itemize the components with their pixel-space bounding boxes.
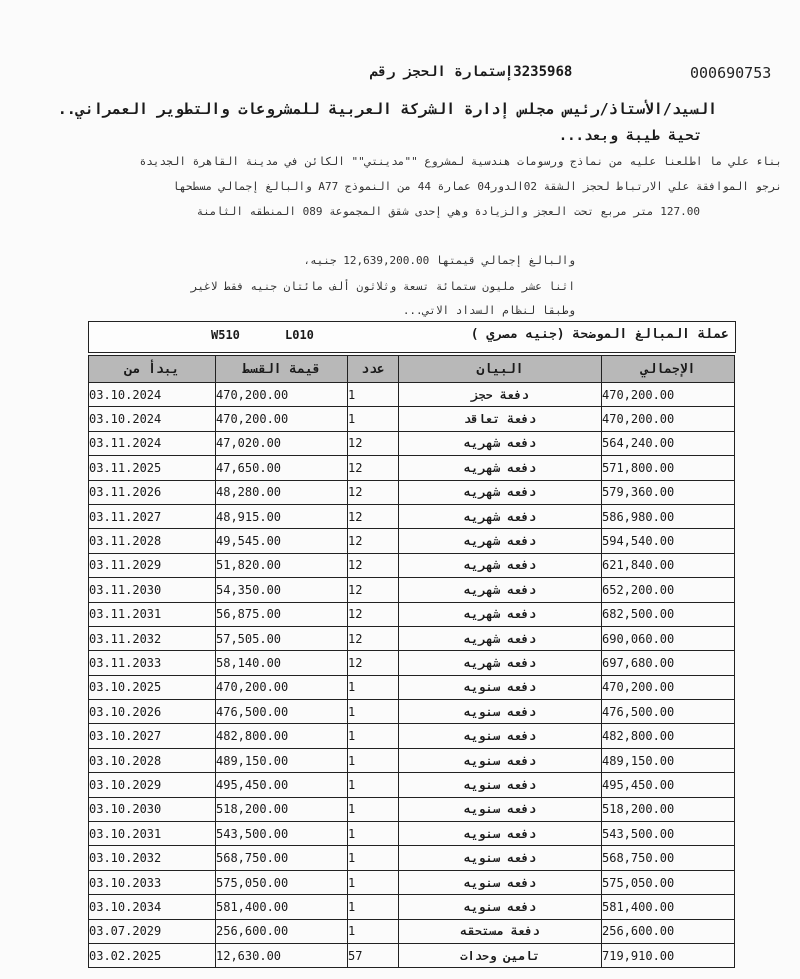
cell-installment: 495,450.00 — [216, 773, 348, 797]
cell-description: دفعه سنويه — [399, 748, 602, 772]
cell-total: 470,200.00 — [602, 675, 735, 699]
cell-installment: 256,600.00 — [216, 919, 348, 943]
cell-count: 1 — [348, 870, 399, 894]
table-row — [89, 626, 735, 650]
cell-start-date: 03.10.2027 — [89, 724, 216, 748]
cell-start-date: 03.07.2029 — [89, 919, 216, 943]
cell-count: 1 — [348, 822, 399, 846]
cell-total: 719,910.00 — [602, 943, 735, 967]
cell-count: 12 — [348, 651, 399, 675]
cell-start-date: 03.11.2032 — [89, 626, 216, 650]
cell-installment: 48,915.00 — [216, 504, 348, 528]
cell-description: دفعه شهريه — [399, 456, 602, 480]
cell-start-date: 03.11.2027 — [89, 504, 216, 528]
cell-total: 482,800.00 — [602, 724, 735, 748]
table-row — [89, 407, 735, 431]
cell-total: 489,150.00 — [602, 748, 735, 772]
cell-start-date: 03.10.2033 — [89, 870, 216, 894]
cell-description: دفعه سنويه — [399, 700, 602, 724]
serial-number: 000690753 — [690, 64, 772, 82]
cell-installment: 48,280.00 — [216, 480, 348, 504]
cell-description: تامين وحدات — [399, 943, 602, 967]
col-header-description: البيان — [399, 356, 602, 383]
table-row — [89, 870, 735, 894]
cell-installment: 47,650.00 — [216, 456, 348, 480]
code-w: W510 — [211, 328, 240, 342]
cell-description: دفعة مستحقه — [399, 919, 602, 943]
cell-description: دفعة حجز — [399, 383, 602, 407]
cell-installment: 575,050.00 — [216, 870, 348, 894]
cell-count: 1 — [348, 773, 399, 797]
cell-installment: 482,800.00 — [216, 724, 348, 748]
body-line-2: نرجو الموافقة علي الارتباط لحجز الشقة 02الدور04 عمارة 44 من النموذج A77 والبالغ إجمالي مسطحها — [172, 180, 782, 193]
cell-total: 621,840.00 — [602, 553, 735, 577]
payment-schedule-table — [88, 355, 735, 968]
cell-description: دفعه سنويه — [399, 846, 602, 870]
table-row — [89, 724, 735, 748]
cell-total: 575,050.00 — [602, 870, 735, 894]
cell-installment: 49,545.00 — [216, 529, 348, 553]
cell-total: 652,200.00 — [602, 578, 735, 602]
cell-count: 12 — [348, 431, 399, 455]
cell-total: 579,360.00 — [602, 480, 735, 504]
cell-count: 1 — [348, 724, 399, 748]
cell-installment: 47,020.00 — [216, 431, 348, 455]
cell-description: دفعه شهريه — [399, 480, 602, 504]
cell-start-date: 03.11.2033 — [89, 651, 216, 675]
cell-count: 12 — [348, 456, 399, 480]
table-row — [89, 431, 735, 455]
col-header-installment: قيمة القسط — [216, 356, 348, 383]
cell-count: 1 — [348, 797, 399, 821]
cell-installment: 476,500.00 — [216, 700, 348, 724]
col-header-start: يبدأ من — [89, 356, 216, 383]
cell-installment: 54,350.00 — [216, 578, 348, 602]
addressee-line: السيد/الأستاذ/رئيس مجلس إدارة الشركة العربية للمشروعات والتطوير العمراني.. — [57, 100, 717, 118]
cell-description: دفعه سنويه — [399, 675, 602, 699]
cell-total: 581,400.00 — [602, 895, 735, 919]
form-title — [370, 64, 572, 80]
table-row — [89, 456, 735, 480]
cell-description: دفعه سنويه — [399, 773, 602, 797]
table-row — [89, 919, 735, 943]
cell-count: 12 — [348, 480, 399, 504]
cell-installment: 51,820.00 — [216, 553, 348, 577]
cell-total: 571,800.00 — [602, 456, 735, 480]
table-row — [89, 797, 735, 821]
cell-count: 1 — [348, 895, 399, 919]
table-header-row — [89, 356, 735, 383]
cell-total: 682,500.00 — [602, 602, 735, 626]
cell-description: دفعه شهريه — [399, 626, 602, 650]
cell-count: 12 — [348, 626, 399, 650]
cell-description: دفعه شهريه — [399, 578, 602, 602]
cell-total: 495,450.00 — [602, 773, 735, 797]
cell-count: 1 — [348, 700, 399, 724]
cell-installment: 57,505.00 — [216, 626, 348, 650]
cell-installment: 489,150.00 — [216, 748, 348, 772]
cell-start-date: 03.11.2029 — [89, 553, 216, 577]
table-row — [89, 578, 735, 602]
cell-start-date: 03.10.2024 — [89, 383, 216, 407]
cell-count: 1 — [348, 407, 399, 431]
cell-count: 12 — [348, 602, 399, 626]
body-line-3: 127.00 متر مربع تحت العجز والزيادة وهي إحدى شقق المجموعة 089 المنطقه الثامنة — [196, 205, 700, 218]
cell-installment: 58,140.00 — [216, 651, 348, 675]
col-header-total: الإجمالي — [602, 356, 735, 383]
cell-count: 1 — [348, 748, 399, 772]
cell-start-date: 03.10.2026 — [89, 700, 216, 724]
cell-total: 256,600.00 — [602, 919, 735, 943]
cell-description: دفعه شهريه — [399, 529, 602, 553]
cell-installment: 470,200.00 — [216, 675, 348, 699]
body-line-1: بناء علي ما اطلعنا عليه من نماذج ورسومات هندسية لمشروع ""مدينتي"" الكائن في مدينة القاهرة الجديدة — [139, 155, 782, 168]
cell-count: 1 — [348, 919, 399, 943]
table-header-box — [88, 321, 736, 353]
cell-start-date: 03.11.2026 — [89, 480, 216, 504]
cell-start-date: 03.10.2025 — [89, 675, 216, 699]
table-row — [89, 504, 735, 528]
greeting-line: تحية طيبة وبعد... — [558, 128, 702, 144]
cell-total: 476,500.00 — [602, 700, 735, 724]
total-value-line: والبالغ إجمالي قيمتها 12,639,200.00 جنيه، — [303, 254, 575, 267]
cell-total: 543,500.00 — [602, 822, 735, 846]
cell-start-date: 03.11.2024 — [89, 431, 216, 455]
table-row — [89, 748, 735, 772]
cell-installment: 470,200.00 — [216, 383, 348, 407]
cell-installment: 12,630.00 — [216, 943, 348, 967]
table-row — [89, 943, 735, 967]
cell-description: دفعه شهريه — [399, 553, 602, 577]
cell-total: 594,540.00 — [602, 529, 735, 553]
col-header-count: عدد — [348, 356, 399, 383]
cell-installment: 56,875.00 — [216, 602, 348, 626]
table-row — [89, 675, 735, 699]
cell-count: 1 — [348, 675, 399, 699]
cell-total: 470,200.00 — [602, 383, 735, 407]
table-row — [89, 895, 735, 919]
cell-installment: 470,200.00 — [216, 407, 348, 431]
cell-total: 568,750.00 — [602, 846, 735, 870]
cell-start-date: 03.10.2024 — [89, 407, 216, 431]
cell-count: 12 — [348, 553, 399, 577]
table-row — [89, 480, 735, 504]
table-row — [89, 700, 735, 724]
cell-total: 470,200.00 — [602, 407, 735, 431]
cell-installment: 543,500.00 — [216, 822, 348, 846]
payment-system-intro: وطبقا لنظام السداد الاتي... — [402, 304, 575, 317]
cell-description: دفعه سنويه — [399, 797, 602, 821]
cell-count: 57 — [348, 943, 399, 967]
cell-start-date: 03.10.2032 — [89, 846, 216, 870]
cell-total: 518,200.00 — [602, 797, 735, 821]
cell-start-date: 03.11.2025 — [89, 456, 216, 480]
cell-total: 697,680.00 — [602, 651, 735, 675]
cell-installment: 581,400.00 — [216, 895, 348, 919]
table-row — [89, 822, 735, 846]
cell-count: 12 — [348, 578, 399, 602]
cell-start-date: 03.10.2034 — [89, 895, 216, 919]
cell-description: دفعه شهريه — [399, 504, 602, 528]
cell-start-date: 03.11.2031 — [89, 602, 216, 626]
cell-description: دفعه سنويه — [399, 895, 602, 919]
cell-count: 12 — [348, 504, 399, 528]
table-row — [89, 846, 735, 870]
currency-note: عملة المبالغ الموضحة (جنيه مصري ) — [470, 327, 729, 342]
table-row — [89, 651, 735, 675]
form-number: 3235968 — [513, 64, 573, 80]
cell-description: دفعه سنويه — [399, 870, 602, 894]
cell-start-date: 03.10.2030 — [89, 797, 216, 821]
cell-description: دفعه سنويه — [399, 822, 602, 846]
cell-count: 1 — [348, 383, 399, 407]
form-title-text: إستمارة الحجز رقم — [370, 64, 514, 80]
cell-start-date: 03.11.2030 — [89, 578, 216, 602]
cell-start-date: 03.10.2029 — [89, 773, 216, 797]
cell-start-date: 03.10.2028 — [89, 748, 216, 772]
cell-description: دفعه شهريه — [399, 602, 602, 626]
total-in-words-line: اثنا عشر مليون ستمائة تسعة وثلاثون ألف مائتان جنيه فقط لاغير — [190, 280, 575, 293]
code-l: L010 — [285, 328, 314, 342]
table-row — [89, 773, 735, 797]
cell-installment: 518,200.00 — [216, 797, 348, 821]
cell-description: دفعة تعاقد — [399, 407, 602, 431]
cell-installment: 568,750.00 — [216, 846, 348, 870]
cell-start-date: 03.10.2031 — [89, 822, 216, 846]
cell-start-date: 03.02.2025 — [89, 943, 216, 967]
cell-count: 1 — [348, 846, 399, 870]
cell-start-date: 03.11.2028 — [89, 529, 216, 553]
table-row — [89, 383, 735, 407]
cell-total: 690,060.00 — [602, 626, 735, 650]
cell-description: دفعه شهريه — [399, 431, 602, 455]
table-row — [89, 553, 735, 577]
cell-description: دفعه سنويه — [399, 724, 602, 748]
table-row — [89, 602, 735, 626]
cell-total: 586,980.00 — [602, 504, 735, 528]
cell-description: دفعه شهريه — [399, 651, 602, 675]
table-row — [89, 529, 735, 553]
cell-count: 12 — [348, 529, 399, 553]
cell-total: 564,240.00 — [602, 431, 735, 455]
